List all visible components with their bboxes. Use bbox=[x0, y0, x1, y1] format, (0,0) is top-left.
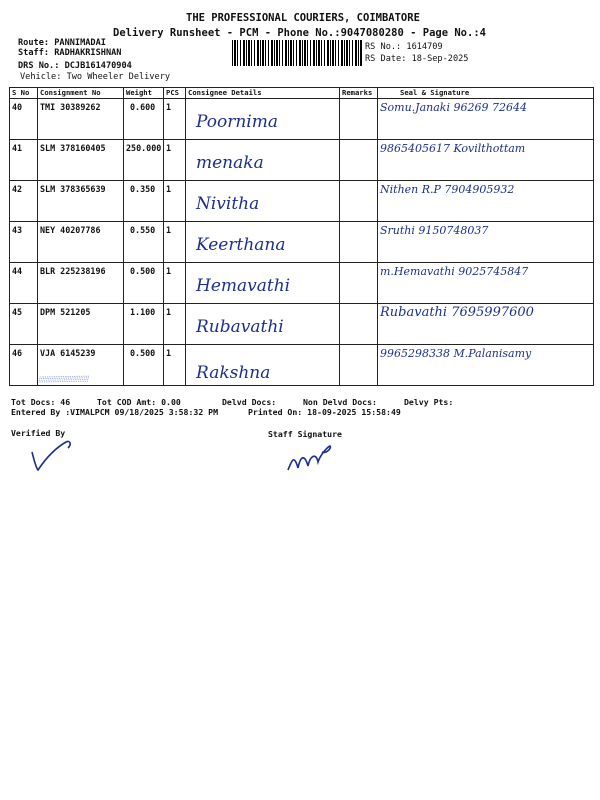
consignment-cell: DPM 521205 bbox=[38, 304, 124, 345]
table-row bbox=[10, 99, 594, 140]
col-consignee: Consignee Details bbox=[186, 88, 340, 99]
stamp-impression: ⦙⦙⦙⦙⦙⦙⦙⦙⦙⦙⦙⦙⦙⦙⦙⦙⦙⦙⦙⦙⦙⦙⦙⦙⦙⦙⦙⦙ bbox=[37, 374, 89, 385]
consignee-cell: menaka bbox=[186, 140, 340, 181]
weight-cell: 0.500 bbox=[124, 345, 164, 386]
sno-cell: 46 bbox=[10, 345, 38, 386]
col-weight: Weight bbox=[124, 88, 164, 99]
consignee-cell: Nivitha bbox=[186, 181, 340, 222]
printed-on: Printed On: 18-09-2025 15:58:49 bbox=[248, 407, 401, 417]
sno-cell: 42 bbox=[10, 181, 38, 222]
vehicle-label: Vehicle: Two Wheeler Delivery bbox=[20, 72, 171, 82]
rs-number: RS No.: 1614709 bbox=[365, 42, 443, 52]
consignment-cell: BLR 225238196 bbox=[38, 263, 124, 304]
col-consignment: Consignment No bbox=[38, 88, 124, 99]
signature-cell: Nithen R.P 7904905932 bbox=[378, 181, 594, 222]
non-delivered-docs: Non Delvd Docs: bbox=[303, 397, 377, 407]
tot-docs: Tot Docs: 46 bbox=[11, 397, 71, 407]
barcode bbox=[232, 40, 362, 66]
tot-cod-amount: Tot COD Amt: 0.00 bbox=[97, 397, 181, 407]
sno-cell: 41 bbox=[10, 140, 38, 181]
consignment-cell: SLM 378160405 bbox=[38, 140, 124, 181]
remarks-cell bbox=[340, 222, 378, 263]
col-signature: Seal & Signature bbox=[378, 88, 594, 99]
runsheet-subtitle: Delivery Runsheet - PCM - Phone No.:9047080280 - Page No.:4 bbox=[113, 27, 486, 39]
pcs-cell: 1 bbox=[164, 304, 186, 345]
verifier-signature bbox=[28, 438, 78, 474]
consignment-cell: VJA 6145239 bbox=[38, 345, 124, 386]
weight-cell: 250.000 bbox=[124, 140, 164, 181]
sno-cell: 45 bbox=[10, 304, 38, 345]
staff-signature bbox=[286, 440, 336, 476]
staff-label: Staff: RADHAKRISHNAN bbox=[18, 48, 122, 58]
rs-date: RS Date: 18-Sep-2025 bbox=[365, 54, 469, 64]
weight-cell: 1.100 bbox=[124, 304, 164, 345]
consignee-cell: Rakshna bbox=[186, 345, 340, 386]
pcs-cell: 1 bbox=[164, 140, 186, 181]
table-row bbox=[10, 181, 594, 222]
pcs-cell: 1 bbox=[164, 99, 186, 140]
sno-cell: 44 bbox=[10, 263, 38, 304]
consignment-cell: TMI 30389262 bbox=[38, 99, 124, 140]
delivered-docs: Delvd Docs: bbox=[222, 397, 277, 407]
weight-cell: 0.350 bbox=[124, 181, 164, 222]
pcs-cell: 1 bbox=[164, 263, 186, 304]
remarks-cell bbox=[340, 263, 378, 304]
table-row bbox=[10, 222, 594, 263]
delivery-points: Delvy Pts: bbox=[404, 397, 454, 407]
signature-cell: Rubavathi 7695997600 bbox=[378, 304, 594, 345]
pcs-cell: 1 bbox=[164, 181, 186, 222]
signature-cell: 9965298338 M.Palanisamy bbox=[378, 345, 594, 386]
consignee-cell: Keerthana bbox=[186, 222, 340, 263]
company-title: THE PROFESSIONAL COURIERS, COIMBATORE bbox=[186, 12, 420, 24]
signature-cell: 9865405617 Kovilthottam bbox=[378, 140, 594, 181]
table-row bbox=[10, 345, 594, 386]
runsheet-table bbox=[9, 87, 594, 386]
pcs-cell: 1 bbox=[164, 345, 186, 386]
table-row bbox=[10, 140, 594, 181]
consignee-cell: Rubavathi bbox=[186, 304, 340, 345]
sno-cell: 40 bbox=[10, 99, 38, 140]
col-remarks: Remarks bbox=[340, 88, 378, 99]
consignee-cell: Hemavathi bbox=[186, 263, 340, 304]
drs-number: DRS No.: DCJB161470904 bbox=[18, 61, 132, 71]
entered-by: Entered By :VIMALPCM 09/18/2025 3:58:32 PM bbox=[11, 407, 219, 417]
weight-cell: 0.500 bbox=[124, 263, 164, 304]
table-row bbox=[10, 263, 594, 304]
remarks-cell bbox=[340, 181, 378, 222]
staff-signature-label: Staff Signature bbox=[268, 429, 342, 439]
signature-cell: m.Hemavathi 9025745847 bbox=[378, 263, 594, 304]
signature-cell: Sruthi 9150748037 bbox=[378, 222, 594, 263]
table-header-row bbox=[10, 88, 594, 99]
consignment-cell: NEY 40207786 bbox=[38, 222, 124, 263]
consignee-cell: Poornima bbox=[186, 99, 340, 140]
remarks-cell bbox=[340, 99, 378, 140]
col-pcs: PCS bbox=[164, 88, 186, 99]
verified-by-label: Verified By bbox=[11, 428, 66, 438]
pcs-cell: 1 bbox=[164, 222, 186, 263]
remarks-cell bbox=[340, 304, 378, 345]
route-label: Route: PANNIMADAI bbox=[18, 38, 106, 48]
remarks-cell bbox=[340, 140, 378, 181]
weight-cell: 0.550 bbox=[124, 222, 164, 263]
signature-cell: Somu.Janaki 96269 72644 bbox=[378, 99, 594, 140]
sno-cell: 43 bbox=[10, 222, 38, 263]
remarks-cell bbox=[340, 345, 378, 386]
col-sno: S No bbox=[10, 88, 38, 99]
weight-cell: 0.600 bbox=[124, 99, 164, 140]
consignment-cell: SLM 378365639 bbox=[38, 181, 124, 222]
table-row bbox=[10, 304, 594, 345]
